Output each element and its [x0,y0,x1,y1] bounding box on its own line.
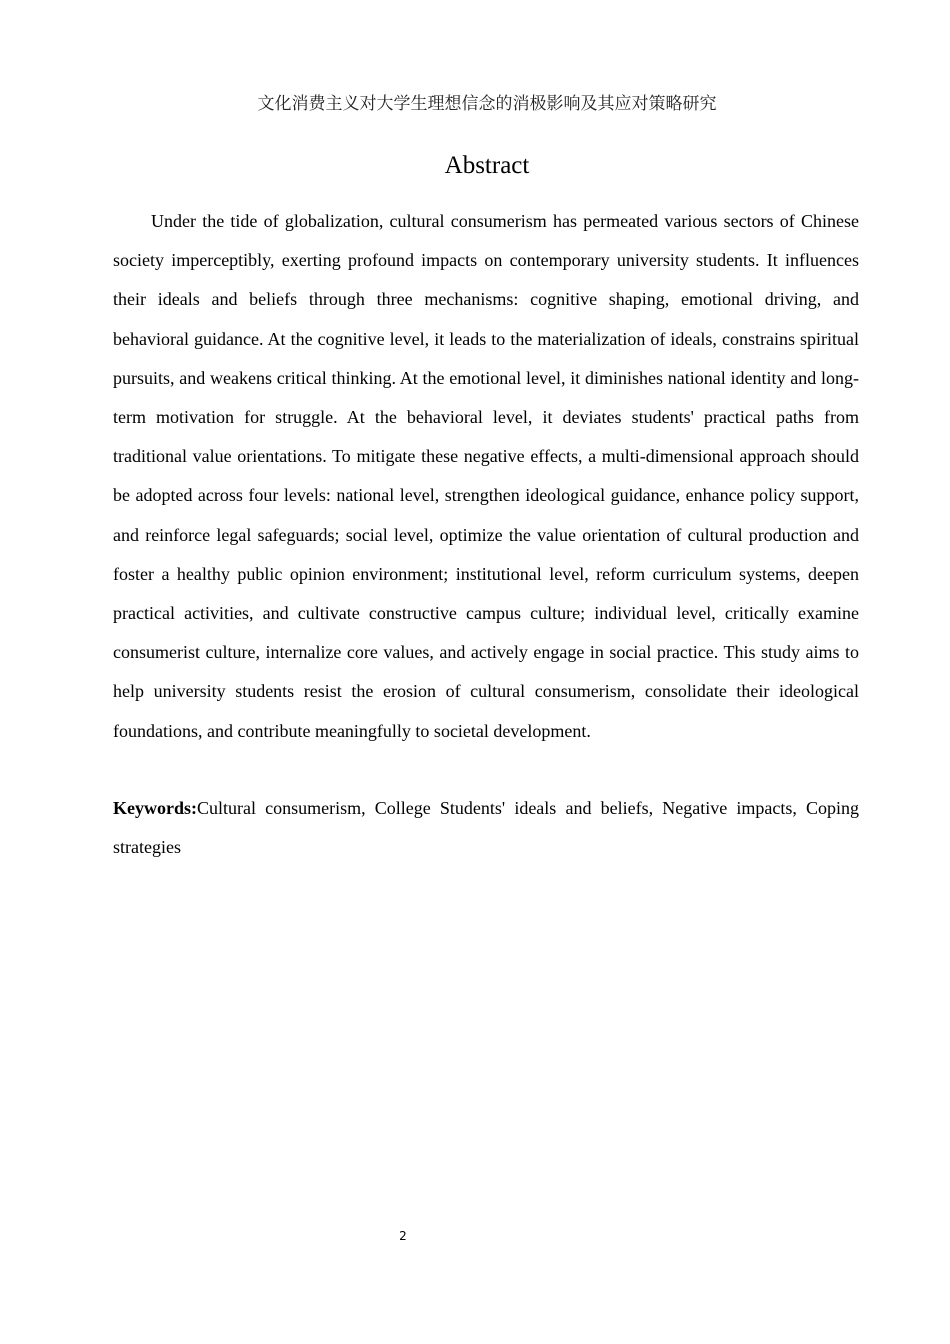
keywords-paragraph [113,789,859,867]
abstract-body: Under the tide of globalization, cultural consumerism has permeated various sectors of Chinese society imperceptibly, exerting profound impacts on contemporary university students. It influences their ideals and beliefs through three mechanisms: cognitive shaping, emotional driving, and behavioral guidance. At the cognitive level, it leads to the materialization of ideals, constrains spiritual pursuits, and weakens critical thinking. At the emotional level, it diminishes national identity and long-term motivation for struggle. At the behavioral level, it deviates students' practical paths from traditional value orientations. To mitigate these negative effects, a multi-dimensional approach should be adopted across four levels: national level, strengthen ideological guidance, enhance policy support, and reinforce legal safeguards; social level, optimize the value orientation of cultural production and foster a healthy public opinion environment; institutional level, reform curriculum systems, deepen practical activities, and cultivate constructive campus culture; individual level, critically examine consumerist culture, internalize core values, and actively engage in social practice. This study aims to help university students resist the erosion of cultural consumerism, consolidate their ideological foundations, and contribute meaningfully to societal development. [113,211,859,741]
keywords-label: Keywords: [113,798,197,818]
page-number: 2 [399,1229,407,1243]
keywords-list: Cultural consumerism, College Students' ideals and beliefs, Negative impacts, Coping strategies [113,798,859,858]
running-header: 文化消费主义对大学生理想信念的消极影响及其应对策略研究 [257,94,717,114]
abstract-title: Abstract [444,152,530,179]
